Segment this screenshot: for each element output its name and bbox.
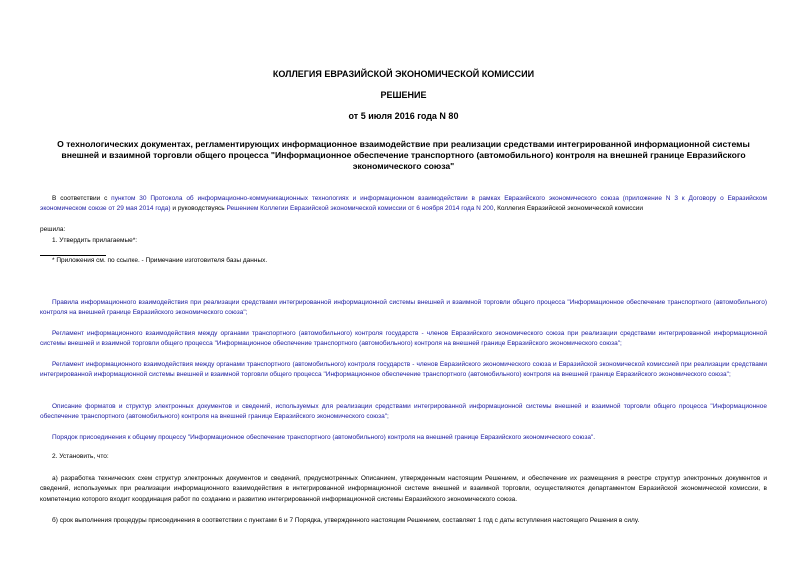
doc-link-joining-procedure[interactable]: Порядок присоединения к общему процессу "Информационное обеспечение транспортного (автомобильного) контроля на внешней границе Евразийского экономического союза".	[52, 434, 596, 441]
item-1-text: 1. Утвердить прилагаемые*:	[52, 237, 138, 244]
footnote-text: * Приложения см. по ссылке. - Примечание изготовителя базы данных.	[52, 257, 268, 264]
document-type-heading: РЕШЕНИЕ	[380, 90, 427, 100]
doc-link-formats-description[interactable]: Описание форматов и структур электронных документов и сведений, используемых для реализации средствами интегрированной информационной системы внешней и взаимной торговли общего процесса "Информационное обеспечение транспортного (автомобильного) контроля на внешней границе Евразийского экономического союза";	[40, 403, 767, 421]
preamble-text-2: и руководствуясь	[170, 205, 227, 213]
doc-link-regulation-commission[interactable]: Регламент информационного взаимодействия между органами транспортного (автомобильного) контроля государств - членов Евразийского экономического союза и Евразийской экономической комиссией при реализации средствами интегрированной информационной системы внешней и взаимной торговли общего процесса "Информационное обеспечение транспортного (автомобильного) контроля на внешней границе Евразийского экономического союза";	[40, 361, 767, 379]
item-2b-paragraph: б) срок выполнения процедуры присоединения в соответствии с пунктами 6 и 7 Порядка, утвержденного настоящим Решением, составляет 1 год с даты вступления настоящего Решения в силу.	[52, 517, 640, 524]
organization-heading: КОЛЛЕГИЯ ЕВРАЗИЙСКОЙ ЭКОНОМИЧЕСКОЙ КОМИССИИ	[272, 69, 535, 79]
doc-link-regulation-members[interactable]: Регламент информационного взаимодействия между органами транспортного (автомобильного) контроля государств - членов Евразийского экономического союза при реализации средствами интегрированной информационной системы внешней и взаимной торговли общего процесса "Информационное обеспечение транспортного (автомобильного) контроля на внешней границе Евразийского экономического союза";	[40, 330, 767, 348]
item-2a-paragraph: а) разработка технических схем структур электронных документов и сведений, предусмотренных Описанием, утвержденным настоящим Решением, и обеспечение их размещения в реестре структур электронных документов и сведений, используемых при реализации информационного взаимодействия в интегрированной информационной системе внешней и взаимной торговли, осуществляются департаментом Евразийской экономической комиссии, в компетенцию которого входит координация работ по созданию и развитию интегрированной информационной системы Евразийского экономического союза.	[40, 475, 767, 503]
document-date-number: от 5 июля 2016 года N 80	[348, 111, 459, 121]
decision-200-link[interactable]: Решением Коллегии Евразийской экономической комиссии от 6 ноября 2014 года N 200	[226, 205, 494, 213]
preamble-text-1: В соответствии с	[52, 195, 112, 202]
decided-label: решила:	[40, 226, 66, 233]
preamble-paragraph	[40, 194, 767, 215]
protocol-link[interactable]: пунктом 30 Протокола об информационно-коммуникационных технологиях и информационном взаимодействии в рамках Евразийского экономического союза (приложение N 3 к Договору о Евразийском экономическом союзе от 29 мая 2014 года)	[40, 195, 768, 213]
doc-link-rules[interactable]: Правила информационного взаимодействия при реализации средствами интегрированной информационной системы внешней и взаимной торговли общего процесса "Информационное обеспечение транспортного (автомобильного) контроля на внешней границе Евразийского экономического союза";	[40, 299, 767, 317]
document-title: О технологических документах, регламентирующих информационное взаимодействие при реализации средствами интегрированной информационной системы внешней и взаимной торговли общего процесса "Информационное обеспечение транспортного (автомобильного) контроля на внешней границе Евразийского экономического союза"	[57, 139, 750, 171]
preamble-text-3: , Коллегия Евразийской экономической комиссии	[493, 205, 644, 213]
item-2-text: 2. Установить, что:	[52, 453, 109, 460]
